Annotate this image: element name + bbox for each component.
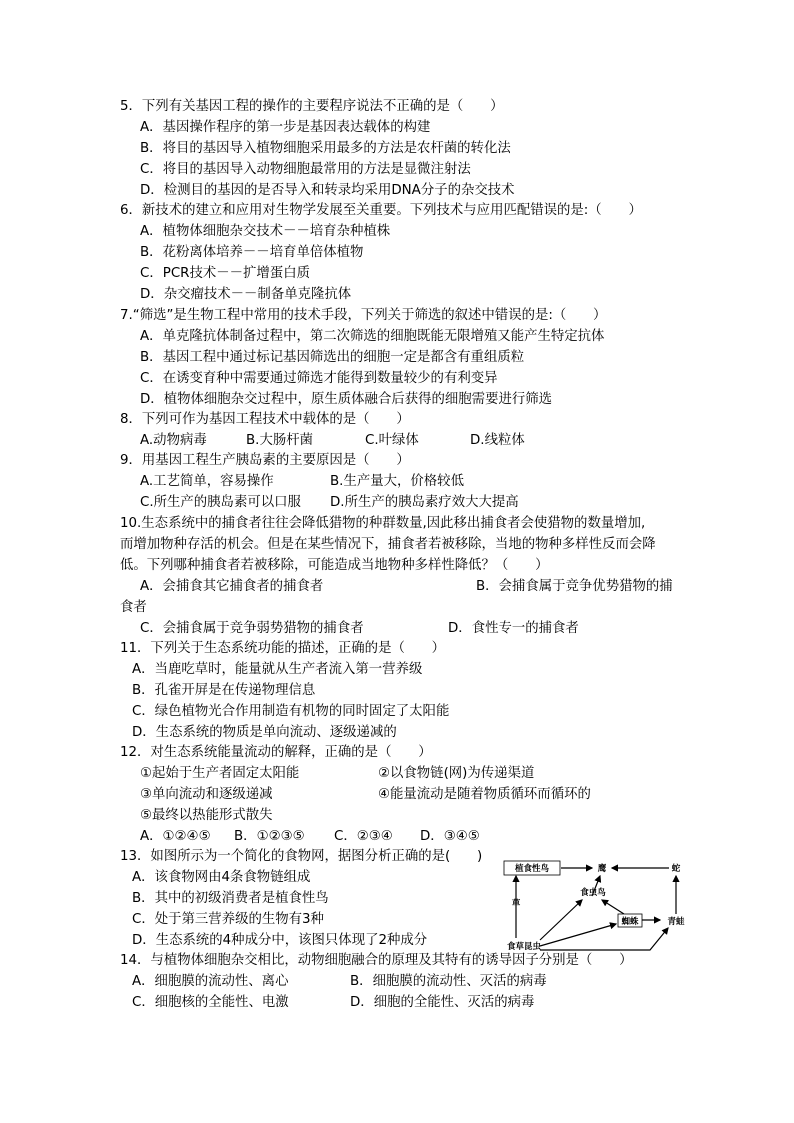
q9-option-a: A.工艺简单，容易操作 — [140, 474, 274, 489]
question-5-stem: 5．下列有关基因工程的操作的主要程序说法不正确的是（ ） — [120, 99, 504, 114]
q12-option-a: A．①②④⑤ — [140, 829, 211, 844]
question-6-stem: 6．新技术的建立和应用对生物学发展至关重要。下列技术与应用匹配错误的是:（ ） — [120, 203, 642, 218]
food-web-diagram — [500, 856, 692, 952]
arrow-insect-to-frog — [540, 928, 668, 950]
q14-option-b: B．细胞膜的流动性、灭活的病毒 — [350, 974, 547, 989]
q13-option-b: B．其中的初级消费者是植食性鸟 — [132, 891, 329, 906]
q5-option-b: B．将目的基因导入植物细胞采用最多的方法是农杆菌的转化法 — [140, 141, 511, 156]
q12-option-b: B．①②③⑤ — [234, 829, 305, 844]
q11-option-d: D．生态系统的物质是单向流动、逐级递减的 — [132, 725, 397, 740]
q12-item-2: ②以食物链(网)为传递渠道 — [378, 766, 535, 781]
q7-option-a: A．单克隆抗体制备过程中，第二次筛选的细胞既能无限增殖又能产生特定抗体 — [140, 329, 605, 344]
q5-option-a: A．基因操作程序的第一步是基因表达载体的构建 — [140, 120, 431, 135]
question-12-stem: 12．对生态系统能量流动的解释，正确的是（ ） — [120, 745, 432, 760]
question-13-stem: 13．如图所示为一个简化的食物网，据图分析正确的是( ) — [120, 849, 483, 864]
node-snake: 蛇 — [671, 864, 681, 874]
node-grass: 草 — [511, 899, 521, 909]
q14-option-d: D．细胞的全能性、灭活的病毒 — [350, 995, 535, 1010]
node-herbivorous-insect: 食草昆虫 — [506, 942, 542, 952]
q7-option-d: D．植物体细胞杂交过程中，原生质体融合后获得的细胞需要进行筛选 — [140, 392, 553, 407]
q11-option-b: B．孔雀开屏是在传递物理信息 — [132, 683, 316, 698]
q10-option-b-cont: 食者 — [120, 600, 147, 615]
q11-option-a: A．当鹿吃草时，能量就从生产者流入第一营养级 — [132, 662, 423, 677]
q9-option-c: C.所生产的胰岛素可以口服 — [140, 495, 301, 510]
q13-option-c: C．处于第三营养级的生物有3种 — [132, 912, 324, 927]
q11-option-c: C．绿色植物光合作用制造有机物的同时固定了太阳能 — [132, 704, 450, 719]
question-10-stem-line2: 而增加物种存活的机会。但是在某些情况下，捕食者若被移除，当地的物种多样性反而会降 — [120, 537, 656, 552]
q5-option-d: D．检测目的基因的是否导入和转录均采用DNA分子的杂交技术 — [140, 183, 515, 198]
q9-option-d: D.所生产的胰岛素疗效大大提高 — [330, 495, 519, 510]
q8-option-c: C.叶绿体 — [365, 433, 419, 448]
q6-option-a: A．植物体细胞杂交技术－－培育杂种植株 — [140, 224, 391, 239]
q12-item-1: ①起始于生产者固定太阳能 — [140, 766, 300, 781]
question-14-stem: 14．与植物体细胞杂交相比，动物细胞融合的原理及其特有的诱导因子分别是（ ） — [120, 953, 633, 968]
node-hawk: 鹰 — [597, 864, 607, 874]
q12-item-4: ④能量流动是随着物质循环而循环的 — [378, 787, 591, 802]
q12-option-c: C．②③④ — [334, 829, 393, 844]
q10-option-a: A．会捕食其它捕食者的捕食者 — [140, 579, 324, 594]
q6-option-b: B．花粉离体培养－－培育单倍体植物 — [140, 245, 364, 260]
node-insectivorous-bird: 食虫鸟 — [580, 888, 606, 898]
q10-option-d: D．食性专一的捕食者 — [448, 621, 579, 636]
q8-option-b: B.大肠杆菌 — [246, 433, 314, 448]
q13-option-d: D．生态系统的4种成分中，该图只体现了2种成分 — [132, 933, 428, 948]
question-11-stem: 11．下列关于生态系统功能的描述，正确的是（ ） — [120, 641, 446, 656]
q14-option-c: C．细胞核的全能性、电激 — [132, 995, 289, 1010]
question-8-stem: 8．下列可作为基因工程技术中载体的是（ ） — [120, 412, 410, 427]
arrow-spider-to-insectbird — [602, 900, 624, 914]
q10-option-b: B．会捕食属于竞争优势猎物的捕 — [476, 579, 673, 594]
question-10-stem-line3: 低。下列哪种捕食者若被移除，可能造成当地物种多样性降低？（ ） — [120, 558, 549, 573]
arrow-insect-to-insectbird — [540, 900, 582, 940]
q9-option-b: B.生产量大，价格较低 — [330, 474, 464, 489]
q10-option-c: C．会捕食属于竞争弱势猎物的捕食者 — [140, 621, 364, 636]
q8-option-a: A.动物病毒 — [140, 433, 207, 448]
node-herbivorous-bird: 植食性鸟 — [514, 864, 550, 874]
q14-option-a: A．细胞膜的流动性、离心 — [132, 974, 289, 989]
question-10-stem-line1: 10.生态系统中的捕食者往往会降低猎物的种群数量,因此移出捕食者会使猎物的数量增加, — [120, 516, 646, 531]
question-9-stem: 9．用基因工程生产胰岛素的主要原因是（ ） — [120, 453, 410, 468]
q12-item-3: ③单向流动和逐级递减 — [140, 787, 273, 802]
node-frog: 青蛙 — [667, 917, 685, 927]
q13-option-a: A．该食物网由4条食物链组成 — [132, 870, 311, 885]
q12-option-d: D．③④⑤ — [420, 829, 480, 844]
node-spider: 蜘蛛 — [621, 917, 639, 927]
q7-option-b: B．基因工程中通过标记基因筛选出的细胞一定是都含有重组质粒 — [140, 350, 525, 365]
q6-option-c: C．PCR技术－－扩增蛋白质 — [140, 266, 310, 281]
q8-option-d: D.线粒体 — [470, 433, 525, 448]
q6-option-d: D．杂交瘤技术－－制备单克隆抗体 — [140, 287, 352, 302]
q5-option-c: C．将目的基因导入动物细胞最常用的方法是显微注射法 — [140, 162, 471, 177]
q7-option-c: C．在诱变育种中需要通过筛选才能得到数量较少的有利变异 — [140, 371, 498, 386]
question-7-stem: 7.“筛选”是生物工程中常用的技术手段，下列关于筛选的叙述中错误的是:（ ） — [120, 308, 607, 323]
arrow-insect-to-spider — [540, 924, 616, 946]
q12-item-5: ⑤最终以热能形式散失 — [140, 808, 273, 823]
